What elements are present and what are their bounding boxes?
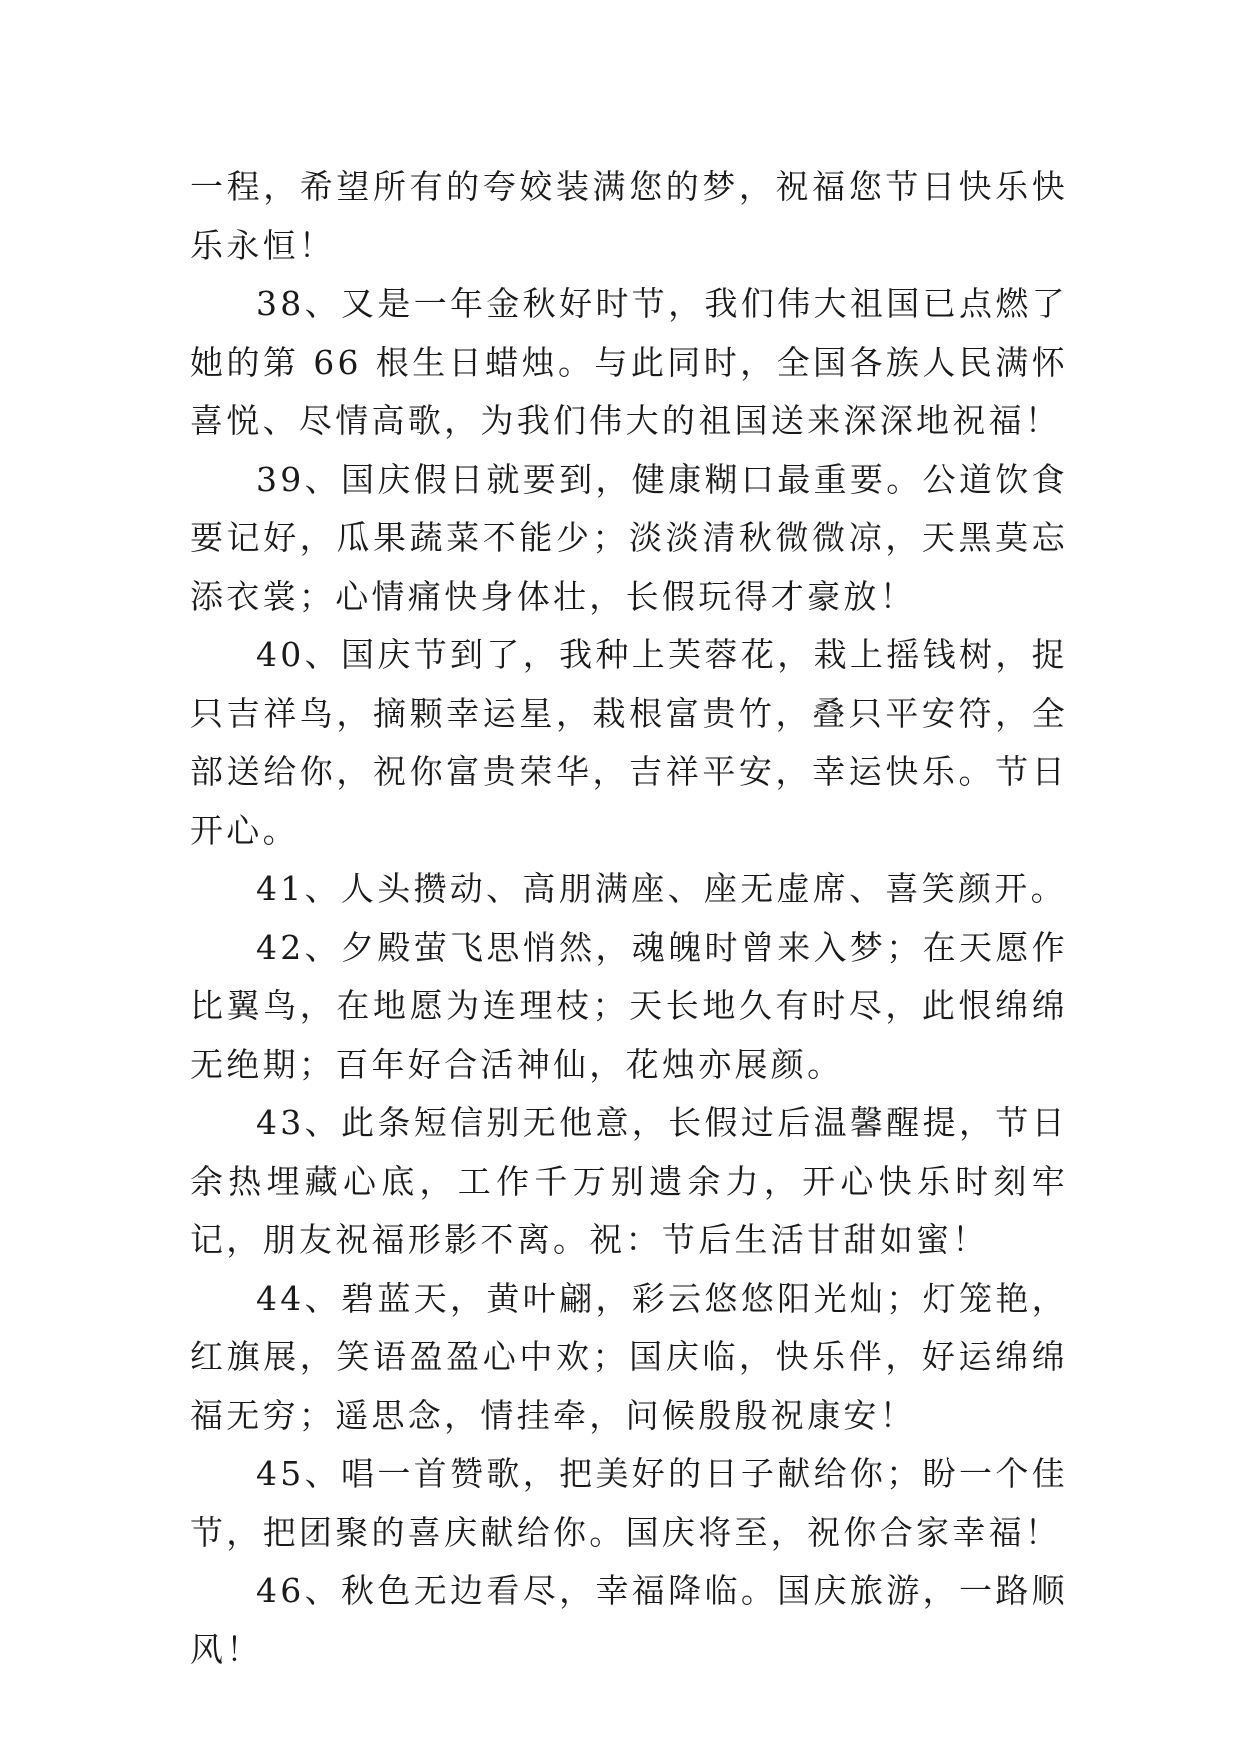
paragraph-46: 46、秋色无边看尽，幸福降临。国庆旅游，一路顺风！ — [190, 1571, 1068, 1669]
paragraph-43: 43、此条短信别无他意，长假过后温馨醒提，节日余热埋藏心底，工作千万别遗余力，开心快乐时刻牢记，朋友祝福形影不离。祝：节后生活甘甜如蜜！ — [190, 1103, 1068, 1259]
paragraph-41: 41、人头攒动、高朋满座、座无虚席、喜笑颜开。 — [256, 869, 1067, 908]
paragraph-42: 42、夕殿萤飞思悄然，魂魄时曾来入梦；在天愿作比翼鸟，在地愿为连理枝；天长地久有时尽，此恨绵绵无绝期；百年好合活神仙，花烛亦展颜。 — [190, 927, 1068, 1084]
paragraph-38: 38、又是一年金秋好时节，我们伟大祖国已点燃了她的第 66 根生日蜡烛。与此同时，全国各族人民满怀喜悦、尽情高歌，为我们伟大的祖国送来深深地祝福！ — [190, 284, 1068, 440]
paragraph-continuation: 一程，希望所有的夸姣装满您的梦，祝福您节日快乐快乐永恒！ — [190, 167, 1068, 265]
document-body — [190, 158, 1068, 1679]
paragraph-44: 44、碧蓝天，黄叶翩，彩云悠悠阳光灿；灯笼艳，红旗展，笑语盈盈心中欢；国庆临，快乐伴，好运绵绵福无穷；遥思念，情挂牵，问候殷殷祝康安！ — [190, 1278, 1068, 1435]
paragraph-40: 40、国庆节到了，我种上芙蓉花，栽上摇钱树，捉只吉祥鸟，摘颗幸运星，栽根富贵竹，叠只平安符，全部送给你，祝你富贵荣华，吉祥平安，幸运快乐。节日开心。 — [190, 635, 1068, 850]
paragraph-45: 45、唱一首赞歌，把美好的日子献给你；盼一个佳节，把团聚的喜庆献给你。国庆将至，祝你合家幸福！ — [190, 1454, 1068, 1552]
paragraph-39: 39、国庆假日就要到，健康糊口最重要。公道饮食要记好，瓜果蔬菜不能少；淡淡清秋微微凉，天黑莫忘添衣裳；心情痛快身体壮，长假玩得才豪放！ — [190, 459, 1068, 616]
